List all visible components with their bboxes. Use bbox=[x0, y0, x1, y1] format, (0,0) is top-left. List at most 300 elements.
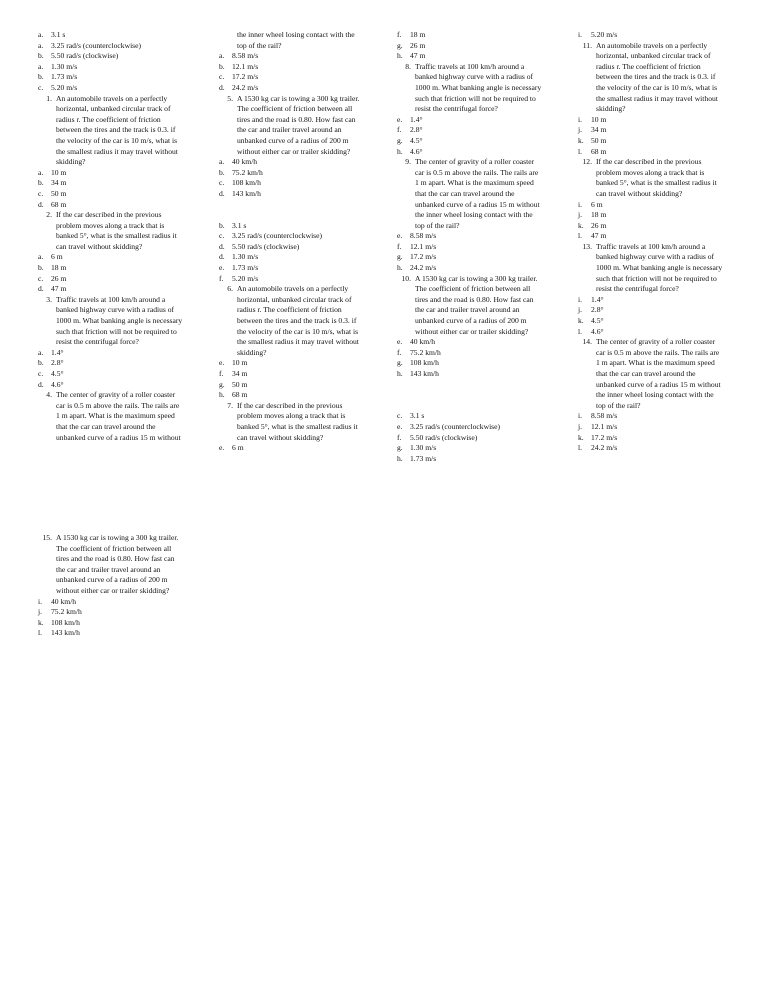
question-line: resist the centrifugal force? bbox=[596, 284, 679, 294]
option-text: 1.4° bbox=[51, 347, 64, 357]
answer-option bbox=[219, 168, 381, 179]
option-text: 12.1 m/s bbox=[232, 61, 259, 71]
option-letter: a. bbox=[38, 252, 44, 262]
question bbox=[578, 242, 748, 295]
answer-option bbox=[38, 178, 198, 189]
option-letter: i. bbox=[578, 114, 583, 124]
option-text: 17.2 m/s bbox=[410, 252, 437, 262]
question bbox=[38, 533, 198, 597]
answer-option bbox=[397, 433, 559, 444]
option-letter: c. bbox=[219, 231, 225, 241]
question-line: skidding? bbox=[596, 104, 626, 114]
column-5 bbox=[38, 533, 198, 639]
option-text: 4.5° bbox=[410, 135, 423, 145]
option-letter: f. bbox=[397, 241, 402, 251]
option-letter: h. bbox=[219, 390, 225, 400]
question-line: radius r. The coefficient of friction bbox=[596, 61, 701, 71]
answer-option bbox=[219, 157, 381, 168]
option-text: 34 m bbox=[232, 369, 248, 378]
option-text: 5.50 rad/s (clockwise) bbox=[232, 241, 300, 251]
option-letter: b. bbox=[219, 61, 225, 71]
option-letter: g. bbox=[397, 40, 403, 50]
answer-option bbox=[397, 51, 559, 62]
option-text: 1.73 m/s bbox=[410, 453, 437, 463]
answer-option bbox=[578, 115, 748, 126]
answer-option bbox=[38, 189, 198, 200]
question-line: If the car described in the previous bbox=[237, 400, 343, 410]
option-letter: f. bbox=[219, 273, 224, 283]
option-text: 34 m bbox=[591, 125, 607, 135]
option-letter: i. bbox=[578, 411, 583, 421]
question bbox=[578, 157, 748, 199]
question-line: the velocity of the car is 10 m/s, what is bbox=[56, 135, 178, 145]
option-text: 108 km/h bbox=[51, 617, 80, 627]
option-letter: c. bbox=[38, 188, 44, 198]
option-text: 40 km/h bbox=[232, 157, 258, 167]
option-letter: g. bbox=[397, 135, 403, 145]
question-line: If the car described in the previous bbox=[56, 210, 162, 220]
option-letter: g. bbox=[397, 443, 403, 453]
option-text: 12.1 m/s bbox=[591, 421, 618, 431]
answer-option bbox=[578, 221, 748, 232]
answer-option bbox=[38, 284, 198, 295]
option-letter: a. bbox=[219, 157, 225, 167]
option-letter: b. bbox=[38, 51, 44, 61]
option-text: 6 m bbox=[591, 199, 603, 209]
option-letter: k. bbox=[578, 220, 584, 230]
answer-option bbox=[38, 274, 198, 285]
option-letter: b. bbox=[38, 358, 44, 368]
option-letter: e. bbox=[219, 263, 225, 273]
question-line: tires and the road is 0.80. How fast can bbox=[415, 294, 534, 304]
option-text: 5.50 rad/s (clockwise) bbox=[51, 51, 119, 61]
option-text: 108 km/h bbox=[410, 358, 439, 368]
answer-option bbox=[219, 178, 381, 189]
option-letter: k. bbox=[578, 135, 584, 145]
option-text: 8.58 m/s bbox=[232, 51, 259, 61]
question-number: 1. bbox=[46, 93, 52, 103]
option-text: 2.8° bbox=[51, 358, 64, 368]
question-line: 1000 m. What banking angle is necessary bbox=[596, 263, 723, 273]
option-text: 18 m bbox=[51, 263, 67, 273]
option-letter: g. bbox=[397, 252, 403, 262]
question-line: can travel without skidding? bbox=[596, 188, 683, 198]
question-line: the smallest radius it may travel without bbox=[56, 146, 178, 156]
question-line: top of the rail? bbox=[415, 220, 460, 230]
option-letter: j. bbox=[578, 421, 583, 431]
answer-option bbox=[578, 316, 748, 327]
option-text: 24.2 m/s bbox=[232, 82, 259, 92]
question-number: 7. bbox=[227, 400, 233, 410]
question-line: banked highway curve with a radius of bbox=[56, 305, 175, 315]
option-text: 3.25 rad/s (counterclockwise) bbox=[410, 421, 501, 431]
answer-option bbox=[38, 380, 198, 391]
option-letter: i. bbox=[38, 596, 43, 606]
answer-option bbox=[219, 380, 381, 391]
option-letter: k. bbox=[578, 432, 584, 442]
option-letter: i. bbox=[578, 30, 583, 39]
question-line: banked 5°, what is the smallest radius it bbox=[237, 421, 358, 431]
answer-option bbox=[38, 348, 198, 359]
question-number: 8. bbox=[405, 61, 411, 71]
question bbox=[38, 295, 198, 348]
option-letter: e. bbox=[397, 114, 403, 124]
option-letter: f. bbox=[397, 125, 402, 135]
question-line: radius r. The coefficient of friction bbox=[237, 305, 342, 315]
answer-option bbox=[38, 72, 198, 83]
question-line: A 1530 kg car is towing a 300 kg trailer. bbox=[415, 273, 538, 283]
answer-option bbox=[578, 231, 748, 242]
spacer bbox=[397, 380, 559, 391]
column-1 bbox=[38, 30, 198, 443]
question-line: without either car or trailer skidding? bbox=[56, 585, 170, 595]
option-text: 68 m bbox=[591, 146, 607, 156]
option-text: 26 m bbox=[591, 220, 607, 230]
option-letter: d. bbox=[38, 199, 44, 209]
option-letter: j. bbox=[578, 210, 583, 220]
answer-option bbox=[219, 358, 381, 369]
option-letter: a. bbox=[219, 51, 225, 61]
option-text: 50 m bbox=[51, 188, 67, 198]
question-line: The center of gravity of a roller coaster bbox=[56, 390, 176, 400]
answer-option bbox=[219, 274, 381, 285]
option-letter: d. bbox=[219, 188, 225, 198]
question-line: An automobile travels on a perfectly bbox=[596, 40, 708, 50]
question-line: the inner wheel losing contact with the bbox=[596, 390, 714, 400]
question-number: 9. bbox=[405, 157, 411, 167]
option-text: 4.5° bbox=[51, 369, 64, 378]
question-line: An automobile travels on a perfectly bbox=[56, 93, 168, 103]
option-letter: e. bbox=[397, 421, 403, 431]
answer-option bbox=[38, 263, 198, 274]
question-number: 12. bbox=[582, 157, 592, 167]
option-letter: c. bbox=[38, 369, 44, 378]
question bbox=[397, 157, 559, 231]
option-text: 6 m bbox=[51, 252, 63, 262]
option-letter: f. bbox=[219, 369, 224, 378]
question-line: the car and trailer travel around an bbox=[56, 564, 161, 574]
option-text: 4.5° bbox=[591, 316, 604, 326]
question bbox=[397, 274, 559, 338]
question-number: 13. bbox=[582, 241, 592, 251]
answer-option bbox=[219, 231, 381, 242]
question-line: 1 m apart. What is the maximum speed bbox=[56, 411, 175, 421]
question-line: banked 5°, what is the smallest radius it bbox=[56, 231, 177, 241]
option-letter: b. bbox=[38, 178, 44, 188]
question-number: 14. bbox=[582, 337, 592, 347]
question-text bbox=[56, 390, 198, 443]
option-text: 1.4° bbox=[591, 294, 604, 304]
answer-option bbox=[397, 422, 559, 433]
option-text: 47 m bbox=[410, 51, 426, 61]
question-line: radius r. The coefficient of friction bbox=[56, 114, 161, 124]
option-letter: d. bbox=[38, 284, 44, 294]
answer-option bbox=[219, 221, 381, 232]
answer-option bbox=[397, 454, 559, 465]
question-line: If the car described in the previous bbox=[596, 157, 702, 167]
answer-option bbox=[397, 41, 559, 52]
option-letter: c. bbox=[219, 72, 225, 82]
question-line: such that friction will not be required to bbox=[56, 326, 177, 336]
question-line: unbanked curve of a radius of 200 m bbox=[56, 575, 168, 585]
option-text: 75.2 km/h bbox=[232, 167, 263, 177]
option-letter: h. bbox=[397, 263, 403, 273]
option-letter: d. bbox=[219, 241, 225, 251]
option-letter: d. bbox=[219, 252, 225, 262]
answer-option bbox=[397, 358, 559, 369]
question-line: The center of gravity of a roller coaster bbox=[415, 157, 535, 167]
option-text: 3.25 rad/s (counterclockwise) bbox=[232, 231, 323, 241]
question-line: the inner wheel losing contact with the bbox=[237, 30, 355, 39]
question-line: resist the centrifugal force? bbox=[415, 104, 498, 114]
answer-option bbox=[397, 252, 559, 263]
question bbox=[38, 94, 198, 168]
question-line: unbanked curve of a radius 15 m without bbox=[596, 379, 721, 389]
question-line: An automobile travels on a perfectly bbox=[237, 284, 349, 294]
option-letter: e. bbox=[219, 358, 225, 368]
option-text: 5.20 m/s bbox=[51, 82, 78, 92]
option-letter: c. bbox=[38, 273, 44, 283]
question-line: 1 m apart. What is the maximum speed bbox=[415, 178, 534, 188]
option-letter: i. bbox=[578, 294, 583, 304]
question-line: resist the centrifugal force? bbox=[56, 337, 139, 347]
option-text: 143 km/h bbox=[51, 628, 80, 638]
question-line: the velocity of the car is 10 m/s, what is bbox=[596, 82, 718, 92]
question-text bbox=[415, 157, 559, 231]
option-text: 4.6° bbox=[410, 146, 423, 156]
answer-option bbox=[397, 242, 559, 253]
spacer bbox=[219, 200, 381, 211]
question-line: problem moves along a track that is bbox=[56, 220, 165, 230]
question-line: problem moves along a track that is bbox=[596, 167, 705, 177]
question-line: car is 0.5 m above the rails. The rails are bbox=[415, 167, 539, 177]
question-line: such that friction will not be required to bbox=[596, 273, 717, 283]
option-letter: l. bbox=[578, 231, 583, 241]
question-line: the smallest radius it may travel without bbox=[237, 337, 359, 347]
option-text: 1.30 m/s bbox=[51, 61, 78, 71]
question-line: Traffic travels at 100 km/h around a bbox=[415, 61, 525, 71]
option-text: 10 m bbox=[232, 358, 248, 368]
option-text: 68 m bbox=[232, 390, 248, 400]
answer-option bbox=[578, 327, 748, 338]
column-4 bbox=[578, 30, 748, 454]
question-line: such that friction will not be required to bbox=[415, 93, 536, 103]
question-text bbox=[237, 30, 381, 51]
question-line: top of the rail? bbox=[596, 400, 641, 410]
option-text: 40 km/h bbox=[51, 596, 77, 606]
question-line: the car and trailer travel around an bbox=[237, 125, 342, 135]
answer-option bbox=[38, 597, 198, 608]
question-number: 5. bbox=[227, 93, 233, 103]
option-letter: l. bbox=[578, 146, 583, 156]
question bbox=[219, 401, 381, 443]
question-line: the velocity of the car is 10 m/s, what is bbox=[237, 326, 359, 336]
option-text: 3.1 s bbox=[410, 411, 425, 421]
question-line: between the tires and the track is 0.3. if bbox=[237, 316, 357, 326]
option-letter: g. bbox=[219, 379, 225, 389]
option-text: 17.2 m/s bbox=[232, 72, 259, 82]
spacer bbox=[397, 390, 559, 401]
option-text: 50 m bbox=[591, 135, 607, 145]
question-line: can travel without skidding? bbox=[237, 432, 324, 442]
question-line: problem moves along a track that is bbox=[237, 411, 346, 421]
question-line: Traffic travels at 100 km/h around a bbox=[56, 294, 166, 304]
answer-option bbox=[397, 369, 559, 380]
question-line: banked highway curve with a radius of bbox=[596, 252, 715, 262]
answer-option bbox=[38, 62, 198, 73]
option-text: 3.25 rad/s (counterclockwise) bbox=[51, 40, 142, 50]
option-text: 143 km/h bbox=[232, 188, 261, 198]
question-line: horizontal, unbanked circular track of bbox=[56, 104, 171, 114]
spacer bbox=[219, 210, 381, 221]
question-line: between the tires and the track is 0.3. if bbox=[56, 125, 176, 135]
answer-option bbox=[38, 30, 198, 41]
option-text: 24.2 m/s bbox=[410, 263, 437, 273]
question-line: between the tires and the track is 0.3. if bbox=[596, 72, 716, 82]
question-text bbox=[56, 533, 198, 597]
question-line: the inner wheel losing contact with the bbox=[415, 210, 533, 220]
question-number: 4. bbox=[46, 390, 52, 400]
question-line: The coefficient of friction between all bbox=[237, 104, 353, 114]
option-letter: j. bbox=[578, 125, 583, 135]
question-line: The center of gravity of a roller coaster bbox=[596, 337, 716, 347]
option-text: 26 m bbox=[410, 40, 426, 50]
answer-option bbox=[578, 422, 748, 433]
option-letter: d. bbox=[219, 82, 225, 92]
option-text: 6 m bbox=[232, 443, 244, 453]
answer-option bbox=[219, 62, 381, 73]
question-line: car is 0.5 m above the rails. The rails are bbox=[56, 400, 180, 410]
question-line: that the car can travel around the bbox=[56, 421, 156, 431]
question-text bbox=[237, 284, 381, 358]
question-number: 11. bbox=[582, 40, 592, 50]
option-text: 50 m bbox=[232, 379, 248, 389]
question-line: unbanked curve of a radius 15 m without bbox=[56, 432, 181, 442]
answer-option bbox=[219, 51, 381, 62]
option-letter: e. bbox=[219, 443, 225, 453]
question-text bbox=[596, 337, 748, 411]
answer-option bbox=[397, 115, 559, 126]
option-letter: g. bbox=[397, 358, 403, 368]
answer-option bbox=[397, 337, 559, 348]
option-letter: a. bbox=[38, 40, 44, 50]
question-line: skidding? bbox=[56, 157, 86, 167]
answer-option bbox=[397, 411, 559, 422]
option-text: 4.6° bbox=[591, 326, 604, 336]
option-text: 34 m bbox=[51, 178, 67, 188]
option-letter: b. bbox=[219, 167, 225, 177]
answer-option bbox=[38, 358, 198, 369]
option-letter: d. bbox=[38, 379, 44, 389]
answer-option bbox=[219, 252, 381, 263]
question-line: unbanked curve of a radius of 200 m bbox=[237, 135, 349, 145]
answer-option bbox=[397, 147, 559, 158]
answer-option bbox=[397, 136, 559, 147]
question-continuation bbox=[219, 30, 381, 51]
option-text: 8.58 m/s bbox=[591, 411, 618, 421]
answer-option bbox=[219, 242, 381, 253]
option-letter: c. bbox=[38, 82, 44, 92]
option-text: 1.4° bbox=[410, 114, 423, 124]
question-text bbox=[415, 274, 559, 338]
question-line: The coefficient of friction between all bbox=[56, 543, 172, 553]
option-letter: c. bbox=[219, 178, 225, 188]
answer-option bbox=[38, 83, 198, 94]
question bbox=[38, 390, 198, 443]
question bbox=[219, 94, 381, 158]
option-text: 1.30 m/s bbox=[232, 252, 259, 262]
question-line: 1 m apart. What is the maximum speed bbox=[596, 358, 715, 368]
answer-option bbox=[397, 125, 559, 136]
option-text: 18 m bbox=[410, 30, 426, 39]
answer-option bbox=[397, 263, 559, 274]
question-text bbox=[415, 62, 559, 115]
question-line: that the car can travel around the bbox=[596, 369, 696, 378]
question-line: can travel without skidding? bbox=[56, 241, 143, 251]
option-text: 47 m bbox=[591, 231, 607, 241]
option-letter: j. bbox=[38, 607, 43, 617]
option-text: 68 m bbox=[51, 199, 67, 209]
answer-option bbox=[578, 433, 748, 444]
answer-option bbox=[578, 210, 748, 221]
option-letter: a. bbox=[38, 347, 44, 357]
answer-option bbox=[578, 411, 748, 422]
option-text: 8.58 m/s bbox=[410, 231, 437, 241]
question-text bbox=[596, 157, 748, 199]
option-letter: l. bbox=[578, 326, 583, 336]
option-text: 12.1 m/s bbox=[410, 241, 437, 251]
option-text: 3.1 s bbox=[232, 220, 247, 230]
option-letter: f. bbox=[397, 432, 402, 442]
answer-option bbox=[38, 252, 198, 263]
option-letter: h. bbox=[397, 51, 403, 61]
question bbox=[397, 62, 559, 115]
question-line: the smallest radius it may travel without bbox=[596, 93, 718, 103]
question-text bbox=[596, 41, 748, 115]
question bbox=[578, 41, 748, 115]
option-letter: k. bbox=[578, 316, 584, 326]
answer-option bbox=[38, 41, 198, 52]
option-text: 108 km/h bbox=[232, 178, 261, 188]
answer-option bbox=[578, 443, 748, 454]
option-text: 143 km/h bbox=[410, 369, 439, 378]
answer-option bbox=[397, 348, 559, 359]
option-text: 1.73 m/s bbox=[232, 263, 259, 273]
answer-option bbox=[219, 189, 381, 200]
option-text: 75.2 km/h bbox=[410, 347, 441, 357]
question-number: 10. bbox=[401, 273, 411, 283]
option-letter: e. bbox=[397, 231, 403, 241]
question-line: the car and trailer travel around an bbox=[415, 305, 520, 315]
question-number: 3. bbox=[46, 294, 52, 304]
option-letter: k. bbox=[38, 617, 44, 627]
question-text bbox=[56, 295, 198, 348]
answer-option bbox=[397, 30, 559, 41]
answer-option bbox=[397, 443, 559, 454]
option-letter: b. bbox=[38, 263, 44, 273]
option-text: 2.8° bbox=[591, 305, 604, 315]
answer-option bbox=[219, 72, 381, 83]
question-line: The coefficient of friction between all bbox=[415, 284, 531, 294]
question-line: that the car can travel around the bbox=[415, 188, 515, 198]
question-text bbox=[596, 242, 748, 295]
answer-option bbox=[578, 147, 748, 158]
question-text bbox=[56, 210, 198, 252]
question-number: 6. bbox=[227, 284, 233, 294]
option-text: 75.2 km/h bbox=[51, 607, 82, 617]
question-line: banked highway curve with a radius of bbox=[415, 72, 534, 82]
option-text: 26 m bbox=[51, 273, 67, 283]
